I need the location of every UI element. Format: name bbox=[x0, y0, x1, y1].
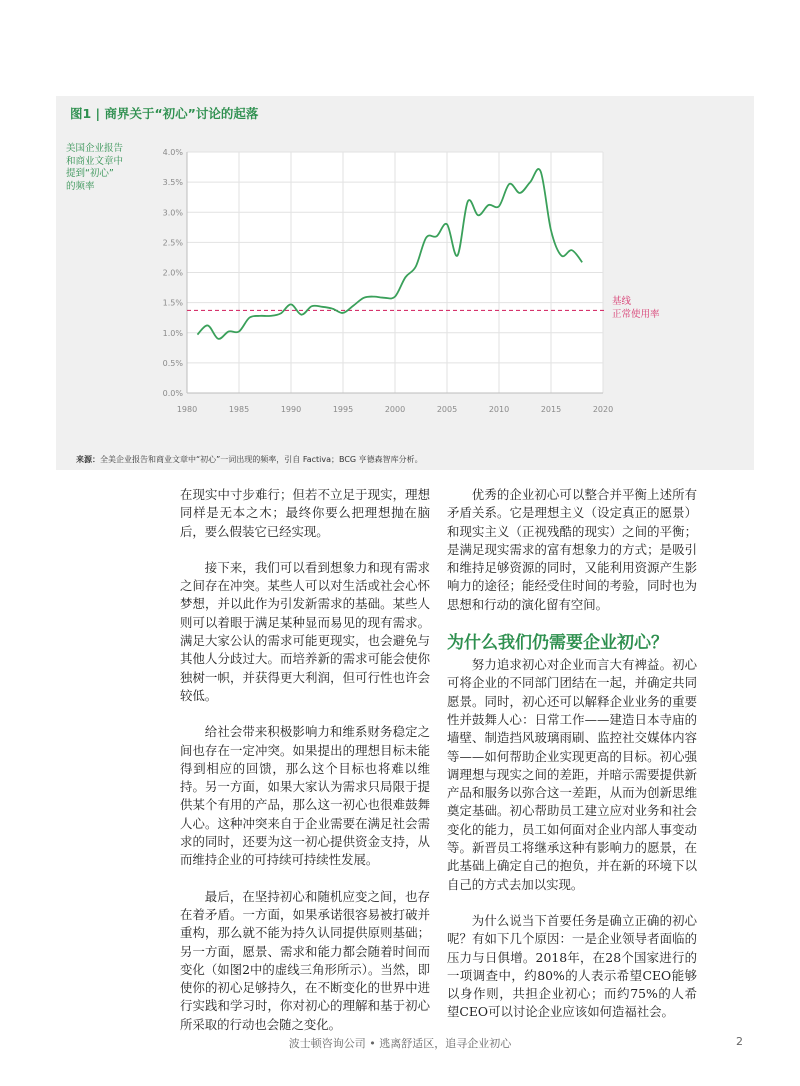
x-tick-label: 1990 bbox=[280, 405, 302, 414]
baseline-note bbox=[612, 296, 660, 321]
figure-title: 图1 | 商界关于“初心”讨论的起落 bbox=[70, 106, 259, 121]
section-heading: 为什么我们仍需要企业初心？ bbox=[447, 633, 668, 654]
paragraph: 优秀的企业初心可以整合并平衡上述所有矛盾关系。它是理想主义（设定真正的愿景）和现实主义（正视残酷的现实）之间的平衡；是满足现实需求的富有想象力的方式；是吸引和维持足够资源的同时，又能利用资源产生影响力的途径；能经受住时间的考验，同时也为思想和行动的演化留有空间。 bbox=[447, 487, 697, 612]
x-tick-label: 2015 bbox=[540, 405, 562, 414]
baseline-note-line: 基线 bbox=[612, 296, 632, 307]
paragraph: 努力追求初心对企业而言大有裨益。初心可将企业的不同部门团结在一起，并确定共同愿景。同时，初心还可以解释企业业务的重要性并鼓舞人心：日常工作——建造日本寺庙的墙壁、制造挡风玻璃雨刷、监控社交媒体内容等——如何帮助企业实现更高的目标。初心强调理想与现实之间的差距，并暗示需要提供新产品和服务以弥合这一差距，从而为创新思维奠定基础。初心帮助员工建立应对业务和社会变化的能力，员工如何面对企业内部人事变动等。新晋员工将继承这种有影响力的愿景，在此基础上确定自己的抱负，并在新的环境下以自己的方式去加以实现。 bbox=[447, 657, 697, 892]
figure-panel bbox=[56, 96, 754, 470]
x-tick-label: 1980 bbox=[176, 405, 198, 414]
paragraph: 在现实中寸步难行；但若不立足于现实，理想同样是无本之木；最终你要么把理想抛在脑后，要么假装它已经实现。 bbox=[180, 487, 430, 539]
page-footer: 波士顿咨询公司 • 逃离舒适区，追寻企业初心 bbox=[288, 1037, 512, 1050]
y-tick-label: 0.5% bbox=[162, 358, 183, 368]
y-tick-label: 2.0% bbox=[162, 268, 183, 278]
baseline-note-line: 正常使用率 bbox=[612, 308, 660, 320]
y-tick-label: 1.0% bbox=[162, 328, 183, 338]
x-tick-label: 2010 bbox=[488, 405, 510, 414]
x-tick-label: 2020 bbox=[592, 405, 614, 414]
line-chart bbox=[56, 96, 754, 470]
page-number: 2 bbox=[736, 1035, 743, 1048]
source-text: 全美企业报告和商业文章中“初心”一词出现的频率，引自 Factiva；BCG 亨德森智库分析。 bbox=[100, 455, 423, 464]
y-axis-note-line: 美国企业报告 bbox=[66, 143, 124, 154]
y-axis-note-line: 提到“初心” bbox=[66, 168, 114, 179]
y-tick-label: 3.0% bbox=[162, 208, 183, 218]
paragraph: 接下来，我们可以看到想象力和现有需求之间存在冲突。某些人可以对生活或社会心怀梦想，并以此作为引发新需求的基础。某些人则可以着眼于满足某种显而易见的现有需求。满足大家公认的需求可能更现实，也会避免与其他人分歧过大。而培养新的需求可能会使你独树一帜，并获得更大利润，但可行性也许会较低。 bbox=[180, 559, 430, 703]
paragraph: 给社会带来积极影响力和维系财务稳定之间也存在一定冲突。如果提出的理想目标未能得到相应的回馈，那么这个目标也将难以维持。另一方面，如果大家认为需求只局限于提供某个有用的产品，那么这一初心也很难鼓舞人心。这种冲突来自于企业需要在满足社会需求的同时，还要为这一初心提供资金支持，从而维持企业的可持续可持续性发展。 bbox=[180, 724, 430, 868]
figure-source bbox=[76, 454, 423, 465]
left-column bbox=[180, 486, 430, 1052]
x-tick-label: 2000 bbox=[384, 405, 406, 414]
right-column bbox=[447, 486, 697, 1040]
y-tick-label: 4.0% bbox=[162, 148, 183, 157]
x-tick-label: 1985 bbox=[228, 405, 250, 414]
y-tick-label: 3.5% bbox=[162, 178, 183, 188]
y-tick-label: 1.5% bbox=[162, 298, 183, 308]
x-tick-label: 1995 bbox=[332, 405, 354, 414]
y-tick-label: 0.0% bbox=[162, 389, 183, 398]
source-label: 来源： bbox=[76, 455, 100, 464]
paragraph: 为什么说当下首要任务是确立正确的初心呢？有如下几个原因：一是企业领导者面临的压力与日俱增。2018年，在28个国家进行的一项调查中，约80%的人表示希望CEO能够以身作则，共担企业初心；而约75%的人希望CEO可以讨论企业应该如何造福社会。 bbox=[447, 912, 697, 1020]
x-tick-label: 2005 bbox=[436, 405, 458, 414]
y-axis-note-line: 的频率 bbox=[66, 180, 95, 192]
y-tick-label: 2.5% bbox=[162, 238, 183, 248]
paragraph: 最后，在坚持初心和随机应变之间，也存在着矛盾。一方面，如果承诺很容易被打破并重构，那么就不能为持久认同提供原则基础；另一方面，愿景、需求和能力都会随着时间而变化（如图2中的虚线三角形所示）。当然，即使你的初心足够持久，在不断变化的世界中进行实践和学习时，你对初心的理解和基于初心所采取的行动也会随之变化。 bbox=[180, 888, 430, 1032]
y-axis-note-line: 和商业文章中 bbox=[66, 155, 124, 167]
